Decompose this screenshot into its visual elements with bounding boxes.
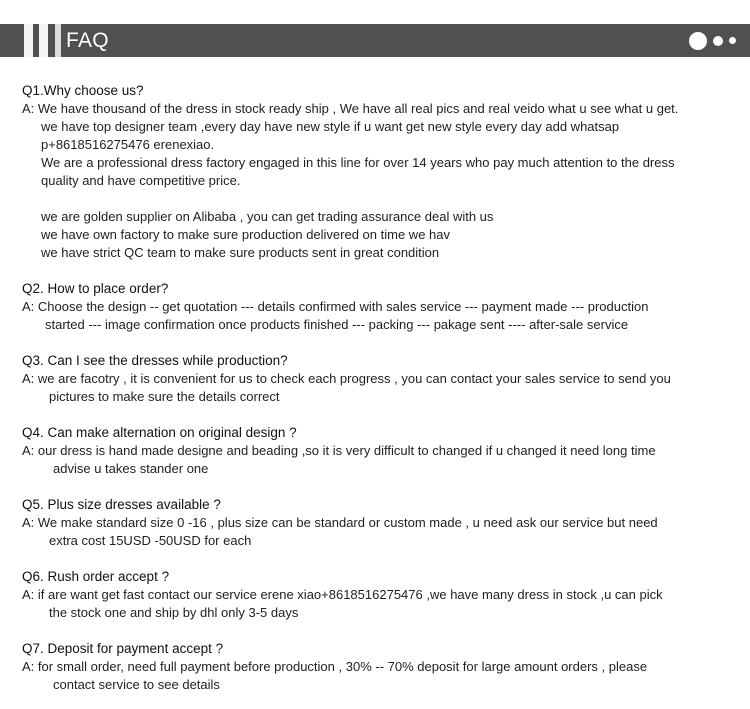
faq-answer-line: pictures to make sure the details correct — [49, 389, 280, 404]
faq-answer-line: A: for small order, need full payment before production , 30% -- 70% deposit for large amount orders , please — [22, 659, 648, 674]
faq-answer-line: started --- image confirmation once products finished --- packing --- pakage sent ---- after-sale service — [45, 317, 629, 332]
faq-list — [22, 82, 744, 709]
faq-item-q4 — [22, 424, 744, 478]
faq-question: Q1.Why choose us? — [22, 83, 144, 98]
faq-answer-line: we have own factory to make sure production delivered on time we hav — [41, 227, 450, 242]
faq-answer-line: A: we are facotry , it is convenient for us to check each progress , you can contact your sales service to send you — [22, 371, 671, 386]
faq-answer-line: we have strict QC team to make sure products sent in great condition — [41, 245, 440, 260]
faq-answer-line: p+8618516275476 erenexiao. — [41, 137, 215, 152]
header-dots-decoration — [689, 24, 736, 57]
medium-dot-icon — [713, 36, 723, 46]
faq-answer-line: extra cost 15USD -50USD for each — [49, 533, 252, 548]
faq-header-banner — [0, 24, 750, 57]
faq-item-q1 — [22, 82, 744, 262]
faq-answer-line: A: if are want get fast contact our service erene xiao+8618516275476 ,we have many dress in stock ,u can pick — [22, 587, 663, 602]
faq-answer-line: A: We make standard size 0 -16 , plus size can be standard or custom made , u need ask our service but need — [22, 515, 658, 530]
faq-answer-line: A: Choose the design -- get quotation --- details confirmed with sales service --- payment made --- production — [22, 299, 649, 314]
faq-question: Q3. Can I see the dresses while production? — [22, 353, 288, 368]
faq-question: Q4. Can make alternation on original design ? — [22, 425, 297, 440]
faq-answer-line: A: our dress is hand made designe and beading ,so it is very difficult to changed if u changed it need long time — [22, 443, 656, 458]
header-stripe-1 — [24, 24, 33, 57]
faq-answer-line: the stock one and ship by dhl only 3-5 days — [49, 605, 299, 620]
faq-item-q7 — [22, 640, 744, 694]
faq-answer-line: advise u takes stander one — [53, 461, 209, 476]
faq-answer-line: contact service to see details — [53, 677, 220, 692]
faq-answer-line: We are a professional dress factory engaged in this line for over 14 years who pay much attention to the dress — [41, 155, 675, 170]
faq-question: Q7. Deposit for payment accept ? — [22, 641, 224, 656]
spacer — [22, 190, 744, 208]
small-dot-icon — [729, 37, 736, 44]
faq-question: Q6. Rush order accept ? — [22, 569, 170, 584]
faq-question: Q2. How to place order? — [22, 281, 169, 296]
faq-answer-line: we have top designer team ,every day have new style if u want get new style every day add whatsap — [41, 119, 620, 134]
faq-item-q6 — [22, 568, 744, 622]
faq-item-q3 — [22, 352, 744, 406]
faq-answer-line: we are golden supplier on Alibaba , you can get trading assurance deal with us — [41, 209, 494, 224]
large-dot-icon — [689, 32, 707, 50]
faq-question: Q5. Plus size dresses available ? — [22, 497, 221, 512]
faq-answer-line: A: We have thousand of the dress in stock ready ship , We have all real pics and real veido what u see what u get. — [22, 101, 679, 116]
faq-title: FAQ — [66, 29, 109, 52]
header-stripe-3 — [55, 24, 61, 57]
header-stripe-2 — [39, 24, 48, 57]
faq-answer-line: quality and have competitive price. — [41, 173, 241, 188]
faq-item-q5 — [22, 496, 744, 550]
faq-item-q2 — [22, 280, 744, 334]
